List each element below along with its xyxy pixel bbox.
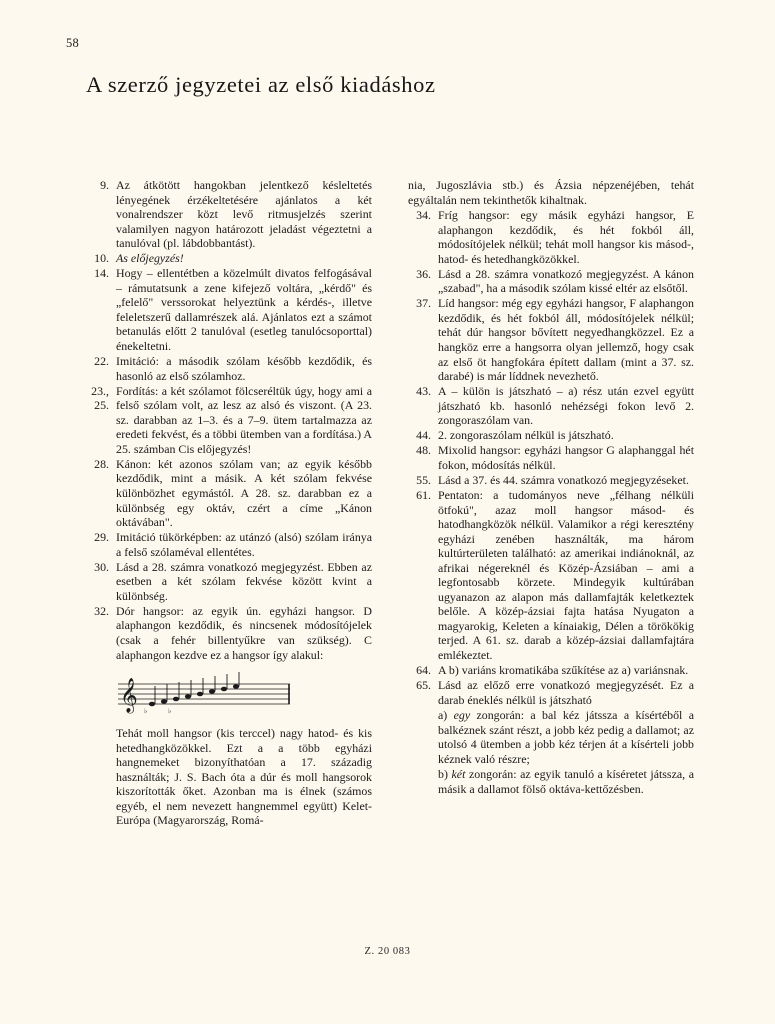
svg-text:♭: ♭ <box>144 707 148 716</box>
note-item <box>86 266 372 353</box>
note-text: Lásd a 28. számra vonatkozó megjegyzést. A kánon „szabad", ha a második szólam kissé eltér az elsőtől. <box>438 266 694 296</box>
sub-item-b <box>438 767 694 796</box>
sub-item-a-text: zongorán: a bal kéz játssza a kísértéből a balkéznek szánt részt, a jobb kéz pedig a dallamot; az utolsó 4 ütemben a jobb kéz térjen át a kísérteli jobb kéznek való részre; <box>438 708 694 766</box>
sub-item-a-label: a) <box>438 708 448 723</box>
note-item <box>86 604 372 662</box>
note-item <box>408 296 694 383</box>
note-item <box>408 473 694 488</box>
note-item <box>408 443 694 472</box>
note-text: Kánon: két azonos szólam van; az egyik később kezdődik, mint a másik. A két szólam fekvése különbözhet egymástól. A 28. sz. darabban ez a különbség egy oktáv, czért a címe „Kánon oktávában". <box>116 456 372 530</box>
note-text: Mixolid hangsor: egyházi hangsor G alaphanggal hét fokon, módosítás nélkül. <box>438 443 694 472</box>
sub-item-a-lead: egy <box>453 708 471 723</box>
note-text: Pentaton: a tudományos neve „félhang nélküli ötfokú", azaz moll hangsor másod- és hatodhangközök nélkül. Valamikor a régi keresztény egyházi zenében használták, ma három kultúrterületen található: az amerikai indiánoknál, az afrikai négereknél és Közép-Ázsiában – ami a legfontosabb körzete. Mindegyik kultúrában ugyanazon az alapon más dallamfajták keletkeztek belőle. A közép-ázsiai fajta hatása Nyugaton a magyarokig, Keleten a kínaiakig, Délen a törökökig terjed. A 61. sz. darab a közép-ázsiai dallamfajtára emlékeztet. <box>438 487 694 662</box>
note-text: Lásd a 37. és 44. számra vonatkozó megjegyzéseket. <box>438 472 689 487</box>
note-number: 30. <box>94 559 109 574</box>
note-number: 10. <box>94 251 109 266</box>
note-item <box>408 428 694 443</box>
note-text: Lásd a 28. számra vonatkozó megjegyzést. Ebben az esetben a két szólam fekvése között kvint a különbség. <box>116 559 372 603</box>
music-caption-text: Tehát moll hangsor (kis terccel) nagy hatod- és kis hetedhangközökkel. Ezt a a több egyházi hangnemeket bizonyíthatóan a 17. századig használták; J. S. Bach óta a dúr és moll hangsorok kiszorították őket. Azonban ma is élnek (számos egyéb, el nem nevezett hangnemmel együtt) Kelet-Európa (Magyarország, Romá- <box>116 726 372 828</box>
note-item <box>408 267 694 296</box>
note-text: As előjegyzés! <box>116 251 184 266</box>
note-number: 61. <box>416 487 431 502</box>
left-column <box>86 178 372 828</box>
sub-item-b-lead: két <box>451 767 466 782</box>
note-item <box>408 384 694 428</box>
note-text: A b) variáns kromatikába szűkítése az a) variánsnak. <box>438 663 689 678</box>
note-number: 23., 25. <box>91 383 109 413</box>
note-number: 36. <box>416 266 431 281</box>
note-text: Fordítás: a két szólamot fölcseréltük úgy, hogy ami a felső szólam volt, az lesz az alsó és viszont. (A 23. sz. darabban az 1–3. és a 7–9. ütem tartalmazza az eredeti fekvést, és a többi ütemben van a fordítása.) A 25. számban Cis előjegyzés! <box>116 383 372 456</box>
note-item <box>86 251 372 266</box>
note-text: Líd hangsor: még egy egyházi hangsor, F alaphangon kezdődik, és hét fokból áll, módosítójelek nélkül; tehát dúr hangsor bővített negyedhangközzel. Ez a hangköz erre a hangsorra olyan jellemző, hogy csak az első öt hangfokára épített dallam (mint a 37. sz. darabé) is már líddnek nevezhető. <box>438 296 694 384</box>
note-number: 37. <box>416 296 431 311</box>
note-text: Lásd az előző erre vonatkozó megjegyzését. Ez a darab éneklés nélkül is játszható <box>438 678 694 707</box>
svg-text:𝄞: 𝄞 <box>120 678 138 714</box>
note-item <box>408 488 694 663</box>
svg-text:♭: ♭ <box>168 707 172 716</box>
note-item <box>86 560 372 604</box>
note-item <box>408 208 694 266</box>
note-text: Imitáció tükörképben: az utánzó (alsó) szólam iránya a felső szólaméval ellentétes. <box>116 530 372 559</box>
note-text: 2. zongoraszólam nélkül is játszható. <box>438 428 614 443</box>
note-number: 43. <box>416 384 431 399</box>
note-number: 28. <box>94 456 109 471</box>
plate-number: Z. 20 083 <box>364 946 411 957</box>
note-number: 34. <box>416 208 431 223</box>
note-item <box>86 178 372 251</box>
page-title: A szerző jegyzetei az első kiadáshoz <box>86 72 436 97</box>
sub-item-a <box>438 708 694 766</box>
note-text: Dór hangsor: az egyik ún. egyházi hangsor. D alaphangon kezdődik, és nincsenek módosítójelek (csak a fehér billentyűkre van szükség). C alaphangon kezdve ez a hangsor így alakul: <box>116 603 372 662</box>
note-number: 22. <box>94 354 109 369</box>
note-number: 64. <box>416 663 431 678</box>
two-column-body <box>86 178 694 828</box>
page-number: 58 <box>66 36 80 50</box>
note-item <box>86 457 372 530</box>
note-number: 55. <box>416 472 431 487</box>
note-number: 9. <box>100 178 109 192</box>
note-text: Az átkötött hangokban jelentkező késleltetés lényegének érzékeltetésére ajánlatos a két vonalrendszer közt levő ritmusjelzés szerint valamilyen nagyon határozott jeladást végeztetni a tanulóval (pl. lábdobbantást). <box>116 178 372 251</box>
note-number: 29. <box>94 530 109 545</box>
note-number: 44. <box>416 428 431 443</box>
note-number: 32. <box>94 603 109 618</box>
note-item <box>86 530 372 559</box>
note-item <box>86 354 372 383</box>
note-text: Fríg hangsor: egy másik egyházi hangsor, E alaphangon kezdődik, és hét fokból áll, módosítójelek nélkül; tehát moll hangsor kis másod-, hatod- és hetedhangközökkel. <box>438 208 694 266</box>
note-text: A – külön is játszható – a) rész után ezvel együtt játszható kb. hasonló nehézségi fokon levő 2. zongoraszólam van. <box>438 384 694 428</box>
note-item <box>408 663 694 678</box>
note-text: Imitáció: a második szólam később kezdődik, és hasonló az első szólamhoz. <box>116 354 372 383</box>
note-item <box>408 678 694 707</box>
sub-item-b-label: b) <box>438 767 448 782</box>
note-number: 65. <box>416 678 431 693</box>
continuation-text: nia, Jugoszlávia stb.) és Ázsia népzenéjében, tehát egyáltalán nem tekinthetők kihaltnak. <box>408 178 694 207</box>
note-item <box>86 384 372 457</box>
music-notation-example <box>116 672 292 718</box>
note-number: 48. <box>416 443 431 458</box>
note-text: Hogy – ellentétben a közelmúlt divatos felfogásával – rámutatsunk a zene kifejező voltára, „kérdő" és „felelő" verssorokat helyeztünk a kérdés-, illetve feleletszerű dallamrészek alá. Ajánlatos ezt a számot betanulás előtt 2 tanulóval (esetleg tanulócsoporttal) énekeltetni. <box>116 266 372 354</box>
note-number: 14. <box>94 266 109 281</box>
sub-item-b-text: zongorán: az egyik tanuló a kíséretet játssza, a másik a dallamot fölső oktáva-kettőzésben. <box>438 767 694 796</box>
right-column <box>408 178 694 796</box>
